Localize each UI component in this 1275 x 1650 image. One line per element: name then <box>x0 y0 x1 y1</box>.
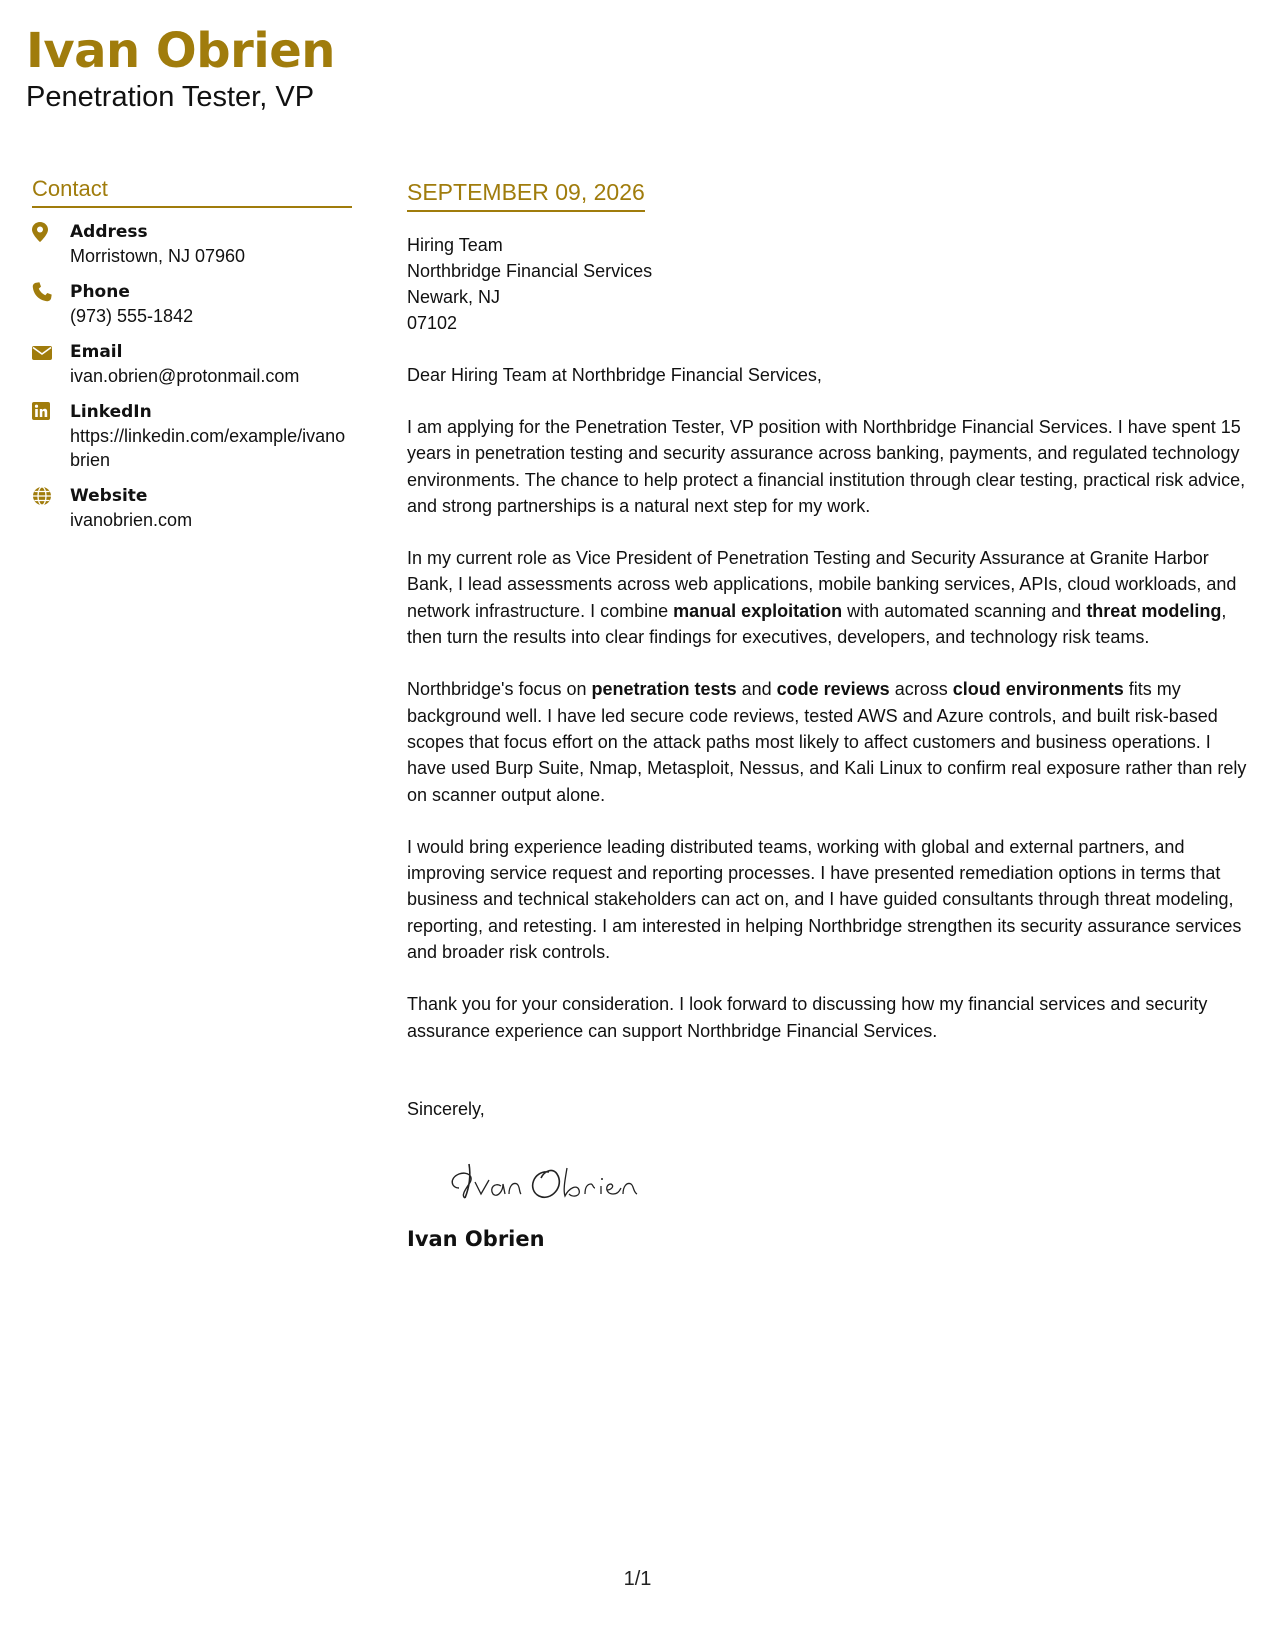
contact-label: Website <box>70 486 148 506</box>
recipient-line: Hiring Team <box>407 235 503 255</box>
contact-phone <box>32 280 352 328</box>
map-pin-icon <box>32 220 70 268</box>
applicant-name: Ivan Obrien <box>26 23 335 79</box>
text-span: Northbridge's focus on <box>407 679 592 700</box>
bold-keyword: code reviews <box>776 679 890 700</box>
text-span: , then turn the results into clear findings for executives, developers, and technology risk teams. <box>407 600 1227 648</box>
recipient-line: Newark, NJ <box>407 287 501 307</box>
globe-icon <box>32 484 70 532</box>
contact-label: Email <box>70 342 123 362</box>
phone-icon <box>32 280 70 328</box>
paragraph-5: Thank you for your consideration. I look forward to discussing how my financial services and security assurance experience can support Northbridge Financial Services. <box>407 994 1208 1041</box>
website-link[interactable]: ivanobrien.com <box>70 510 193 530</box>
paragraph-1: I am applying for the Penetration Tester, VP position with Northbridge Financial Services. I have spent 15 years in penetration testing and security assurance across banking, payments, and regulated technology environments. The chance to help protect a financial institution through clear testing, practical risk advice, and strong partnerships is a natural next step for my work. <box>407 417 1246 516</box>
signer-name: Ivan Obrien <box>407 1226 545 1251</box>
applicant-title: Penetration Tester, VP <box>26 81 315 113</box>
bold-keyword: manual exploitation <box>673 600 843 621</box>
letter-body <box>407 178 1252 1253</box>
contact-value: ivan.obrien@protonmail.com <box>70 366 300 386</box>
paragraph-3 <box>407 676 1252 807</box>
envelope-icon <box>32 340 70 388</box>
text-span: In my current role as Vice President of Penetration Testing and Security Assurance at Granite Harbor Bank, I lead assessments across web applications, mobile banking services, APIs, cloud workloads, and network infrastructure. I combine <box>407 548 1237 621</box>
contact-sidebar <box>32 176 352 544</box>
signature <box>445 1148 685 1208</box>
text-span: with automated scanning and <box>842 600 1087 621</box>
bold-keyword: threat modeling <box>1086 600 1222 621</box>
contact-value: Morristown, NJ 07960 <box>70 246 246 266</box>
linkedin-link[interactable]: https://linkedin.com/example/ivanobrien <box>70 426 346 470</box>
contact-address <box>32 220 352 268</box>
recipient-line: Northbridge Financial Services <box>407 261 653 281</box>
closing: Sincerely, <box>407 1098 485 1119</box>
text-span: fits my background well. I have led secure code reviews, tested AWS and Azure controls, and built risk-based scopes that focus effort on the attack paths most likely to affect customers and business operations. I have used Burp Suite, Nmap, Metasploit, Nessus, and Kali Linux to confirm real exposure rather than rely on scanner output alone. <box>407 679 1247 805</box>
recipient-address <box>407 232 1252 336</box>
contact-label: Phone <box>70 282 130 302</box>
contact-heading: Contact <box>32 176 352 208</box>
contact-value: (973) 555-1842 <box>70 306 194 326</box>
paragraph-2 <box>407 545 1252 650</box>
bold-keyword: penetration tests <box>591 679 737 700</box>
linkedin-icon <box>32 400 70 472</box>
salutation: Dear Hiring Team at Northbridge Financial Services, <box>407 365 822 385</box>
text-span: and <box>736 679 777 700</box>
recipient-line: 07102 <box>407 313 458 333</box>
date-block <box>407 178 645 212</box>
paragraph-4: I would bring experience leading distributed teams, working with global and external partners, and improving service request and reporting processes. I have presented remediation options in terms that business and technical stakeholders can act on, and I have guided consultants through threat modeling, reporting, and retesting. I am interested in helping Northbridge strengthen its security assurance services and broader risk controls. <box>407 836 1242 963</box>
letter-date: SEPTEMBER 09, 2026 <box>407 179 645 205</box>
contact-linkedin <box>32 400 352 472</box>
page-number: 1/1 <box>623 1568 652 1590</box>
contact-website <box>32 484 352 532</box>
contact-label: Address <box>70 222 148 242</box>
text-span: across <box>889 679 953 700</box>
contact-email <box>32 340 352 388</box>
bold-keyword: cloud environments <box>952 679 1124 700</box>
header <box>26 22 335 114</box>
contact-label: LinkedIn <box>70 402 152 422</box>
